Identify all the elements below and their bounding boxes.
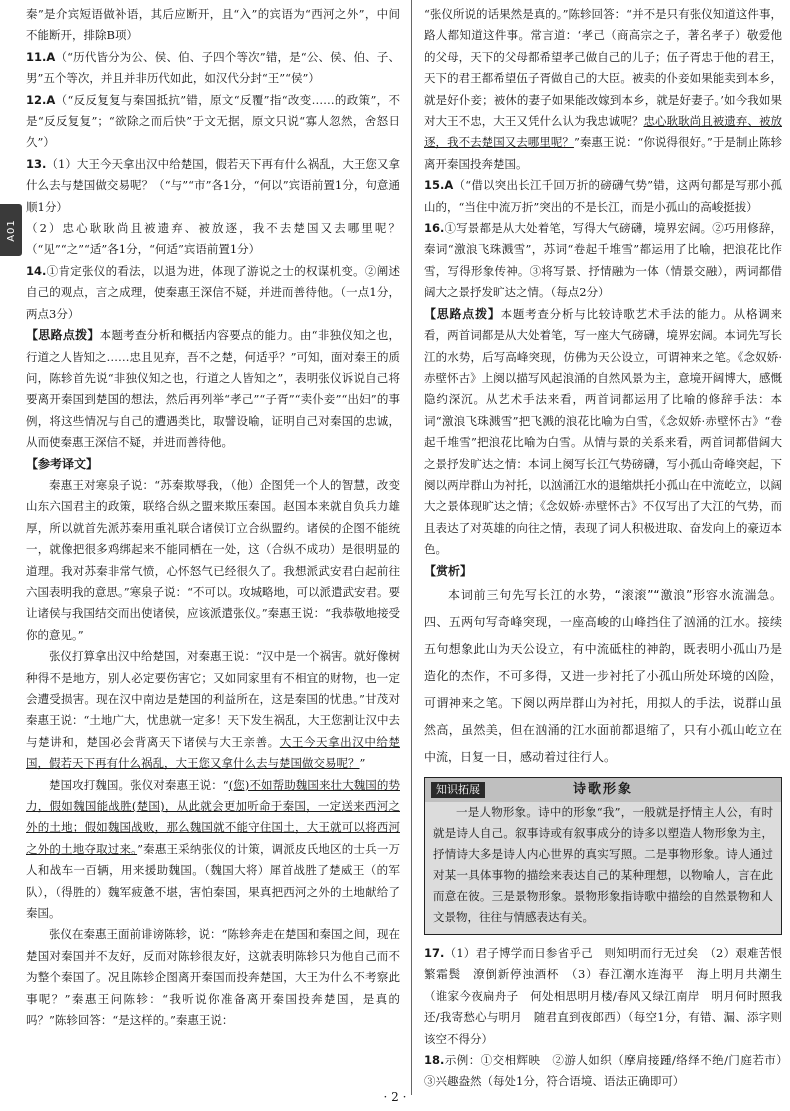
- column-divider: [411, 0, 412, 1095]
- knowledge-box: [424, 777, 782, 935]
- question-number: 18.: [424, 1053, 445, 1067]
- translation-paragraph: [26, 775, 400, 925]
- translation-paragraph: 张仪在秦惠王面前诽谤陈轸，说：“陈轸奔走在楚国和秦国之间，现在楚国对秦国并不友好，反而对陈轸很友好，这就表明陈轸只为他自己而不为整个秦国了。况且陈轸企图离开秦国而投奔楚国，大王为什么不考察此事呢？”秦惠王问陈轸：“我听说你准备离开秦国投奔楚国，是真的吗？”陈轸回答：“是这样的。”秦惠王说：: [26, 927, 400, 1028]
- question-number: 16.: [424, 221, 445, 236]
- underlined-sentence: (您)不如帮助魏国来壮大魏国的势力，假如魏国能战胜(楚国)，从此就会更加听命于秦国，一定送来西河之外的土地；假如魏国战败，那么魏国就不能守住国土，大王就可以将西河之外的土地夺取过来。: [26, 777, 400, 856]
- knowledge-box-header: [425, 778, 781, 802]
- knowledge-box-body: [425, 802, 781, 934]
- answer-text: （1）君子博学而日参省乎己 则知明而行无过矣 （2）艰难苦恨繁霜鬓 潦倒新停浊酒杯 （3）春江潮水连海平 海上明月共潮生（谁家今夜扁舟子 何处相思明月楼/春风又绿江南岸 明月何时照我还/我寄愁心与明月 随君直到夜郎西）（每空1分，有错、漏、添字则该空不得分）: [424, 945, 782, 1046]
- translation-text: ”秦惠王采纳张仪的计策，调派皮氏地区的士兵一万人和战车一百辆，用来援助魏国。（魏国大将）犀首战胜了楚威王（的军队），（得胜的）魏军疲惫不堪，害怕秦国，果真把西河之外的土地献给了秦国。: [26, 841, 400, 921]
- answer-explanation: （“历代皆分为公、侯、伯、子四个等次”错，是“公、侯、伯、子、男”五个等次，并且并非历代如此，如汉代分封“王”“侯”）: [26, 49, 400, 86]
- translation-text: 常言道：‘孝己（商高宗之子，著名孝子）敬爱他的父母，天下的父母都希望孝己做自己的儿子；伍子胥忠于他的君王，天下的君王都希望伍子胥做自己的大臣。被卖的仆妾如果能卖到本乡，就是好仆妾；被休的妻子如果能改嫁到本乡，就是好妻子。’如今我如果对大王不忠，大王又凭什么认为我忠诚呢？: [424, 28, 782, 129]
- translation-paragraph: 秦惠王对寒泉子说：“苏秦欺辱我，（他）企图凭一个人的智慧，改变山东六国君主的政策，联络合纵之盟来欺压秦国。赵国本来就自负兵力雄厚，所以就首先派苏秦用重礼联合诸侯订立合纵盟约。诸侯的企图不能统一，就像把很多鸡绑起来不能同栖在一处，这（合纵不成功）是很明显的道理。我对苏秦非常气愤，心怀怒气已经很久了。我想派武安君白起前往六国表明我的意思。”寒泉子说：“不可以。攻城略地，可以派遣武安君。要让诸侯与我国结交而出使诸侯，应该派遣张仪。”秦惠王说：“我恭敬地接受你的意见。”: [26, 477, 400, 642]
- section-heading: 【思路点拨】: [424, 306, 501, 321]
- question-13: [26, 154, 400, 218]
- translation-text: 张仪打算拿出汉中给楚国，对秦惠王说：“汉中是一个祸害。就好像树种得不是地方，别人必定要伤害它；又如同家里有不相宜的财物，也一定会遭受损害。现在汉中南边是楚国的利益所在，这是秦国的忧患。”甘茂对秦惠王说：“土地广大，忧患就一定多！天下发生祸乱，大王您割让汉中去与楚讲和，楚国必会背离天下诸侯与大王亲善。: [26, 649, 400, 749]
- appreciation-text: 本词前三句先写长江的水势，“滚滚”“激浪”形容水流湍急。四、五两句写奇峰突现，一座高峻的山峰挡住了汹涌的江水。接续五句想象此山为天公设立，有中流砥柱的神韵，既表明小孤山乃是造化的杰作，不可多得，又进一步衬托了小孤山所处环境的凶险，可谓神来之笔。下阕以两岸群山为衬托，用拟人的手法，说群山虽然高，虽然美，但在汹涌的江水面前都退缩了，只有小孤山屹立在中流，日复一日，感动着过往行人。: [424, 587, 782, 764]
- question-number: 13.: [26, 156, 47, 171]
- analysis-block: [424, 304, 782, 561]
- answer-explanation: （“借以突出长江千回万折的磅礴气势”错，这两句都是写那小孤山的，“当住中流万折”突出的不是长江，而是小孤山的高峻挺拔）: [424, 178, 782, 214]
- knowledge-box-text: 一是人物形象。诗中的形象“我”，一般就是抒情主人公，有时就是诗人自己。叙事诗或有叙事成分的诗多以塑造人物形象为主，抒情诗大多是诗人内心世界的真实写照。二是事物形象。诗人通过对某一具体事物的描绘来表达自己的某种理想，以物喻人，言在此而意在彼。三是景物形象。景物形象指诗歌中描绘的自然景物和人文景物，往往与情感表达有关。: [433, 804, 773, 924]
- section-tab-label: A01: [5, 218, 17, 242]
- answer-letter: A: [46, 49, 56, 64]
- section-heading: 【赏析】: [424, 563, 473, 578]
- question-number: 14.: [26, 263, 47, 278]
- question-number: 17.: [424, 945, 445, 960]
- right-column: [424, 4, 782, 1094]
- question-number: 15.: [424, 178, 445, 193]
- section-heading: 【参考译文】: [26, 456, 99, 471]
- question-11: [26, 47, 400, 90]
- question-14: [26, 261, 400, 325]
- question-18: [424, 1050, 782, 1093]
- section-tab: [0, 204, 22, 256]
- question-12: [26, 90, 400, 154]
- translation-text: ”: [359, 756, 366, 771]
- question-number: 12.: [26, 92, 47, 107]
- translation-text: “张仪所说的话果然是真的。”陈轸回答：“并不是只有张仪知道这件事，路人都知道这件事。: [424, 7, 782, 43]
- answer-text: 示例：①交相辉映 ②游人如织（摩肩接踵/络绎不绝/门庭若市） ③兴趣盎然（每处1分，符合语境、语法正确即可）: [424, 1053, 782, 1089]
- translation-paragraph: [26, 646, 400, 774]
- knowledge-box-title: 诗歌形象: [572, 781, 633, 797]
- question-17: [424, 943, 782, 1050]
- translation-text: 楚国攻打魏国。张仪对秦惠王说：“: [49, 777, 229, 792]
- answer-text: ①写景都是从大处着笔，写得大气磅礴，境界宏阔。②巧用修辞，秦词“激浪飞珠溅雪”，苏词“卷起千堆雪”都运用了比喻，把浪花比作雪，写得形象传神。③将写景、抒情融为一体（情景交融），两词都借阔大之景抒发旷达之情。（每点2分）: [424, 221, 782, 300]
- answer-part-2: （2）忠心耿耿尚且被遗弃、被放逐，我不去楚国又去哪里呢？（“见”“之”“适”各1分，“何适”宾语前置1分）: [26, 221, 400, 257]
- question-15: [424, 175, 782, 218]
- analysis-text: 本题考查分析与比较诗歌艺术手法的能力。从格调来看，两首词都是从大处着笔，写一座大气磅礴，境界宏阔。本词先写长江的水势，后写高峰突现，仿佛为天公设立，可谓神来之笔。《念奴娇·赤壁怀古》上阕以描写风起浪涌的自然风景为主，意境开阔博大，感慨隐约深沉。从艺术手法来看，两首词都运用了比喻的修辞手法：本词“激浪飞珠溅雪”把飞溅的浪花比喻为白雪，《念奴娇·赤壁怀古》“卷起千堆雪”把浪花比喻为白雪。从情与景的关系来看，两首词都借阔大之景抒发旷达之情：本词上阕写长江气势磅礴，写小孤山奇峰突起，下阕以两岸群山为衬托，以汹涌江水的退缩烘托小孤山在中流屹立，以阔大之景体现旷达之情；《念奴娇·赤壁怀古》不仅写出了大江的气势，而且表达了对英雄的向往之情，表现了词人积极进取、奋发向上的豪迈本色。: [424, 306, 782, 557]
- answer-part-1: （1）大王今天拿出汉中给楚国，假若天下再有什么祸乱，大王您又拿什么去与楚国做交易呢？（“与”“市”各1分，“何以”宾语前置1分，句意通顺1分）: [26, 156, 400, 214]
- section-heading: 【思路点拨】: [26, 328, 100, 343]
- knowledge-box-label: 知识拓展: [431, 782, 485, 798]
- page-number: · 2 ·: [383, 1090, 407, 1104]
- analysis-text: 本题考查分析和概括内容要点的能力。由“非独仪知之也，行道之人皆知之……忠且见弃，吾不之楚，何适乎？”可知，面对秦王的质问，陈轸首先说“非独仪知之也，行道之人皆知之”，表明张仪诉说自己将要离开秦国到楚国的想法，然后再列举“孝己”“子胥”“卖仆妾”“出妇”的事例，将这些情况与自己的遭遇类比，取譬设喻，证明自己对秦国的忠诚，从而使秦惠王深信不疑，并进而善待他。: [26, 328, 400, 450]
- underlined-sentence: 大王今天拿出汉中给楚国，假若天下再有什么祸乱，大王您又拿什么去与楚国做交易呢？: [26, 734, 400, 771]
- underlined-sentence: 忠心耿耿尚且被遗弃、被放逐，我不去楚国又去哪里呢？: [424, 114, 782, 150]
- translation-paragraph: [424, 4, 782, 175]
- question-number: 11.: [26, 49, 47, 64]
- left-column: [26, 4, 400, 1094]
- question-16: [424, 218, 782, 304]
- answer-text: ①肯定张仪的看法，以退为进，体现了游说之士的权谋机变。②阐述自己的观点，言之成理，使秦惠王深信不疑，并进而善待他。（一点1分，两点3分）: [26, 263, 400, 321]
- answer-letter: A: [444, 178, 454, 193]
- translation-text: ”秦惠王说：“你说得很好。”于是制止陈轸离开秦国投奔楚国。: [424, 135, 782, 171]
- analysis-block: [26, 325, 400, 453]
- answer-fragment: 秦”是介宾短语做补语，其后应断开，且“入”的宾语为“西河之外”，中间不能断开，排除B项）: [26, 7, 400, 43]
- answer-letter: A: [46, 92, 56, 107]
- answer-explanation: （“反反复复与秦国抵抗”错，原文“反覆”指“改变……的政策”，不是“反反复复”；“欲除之而后快”于文无据，原文只说“寡人忽然，舍怒日久”）: [26, 92, 400, 150]
